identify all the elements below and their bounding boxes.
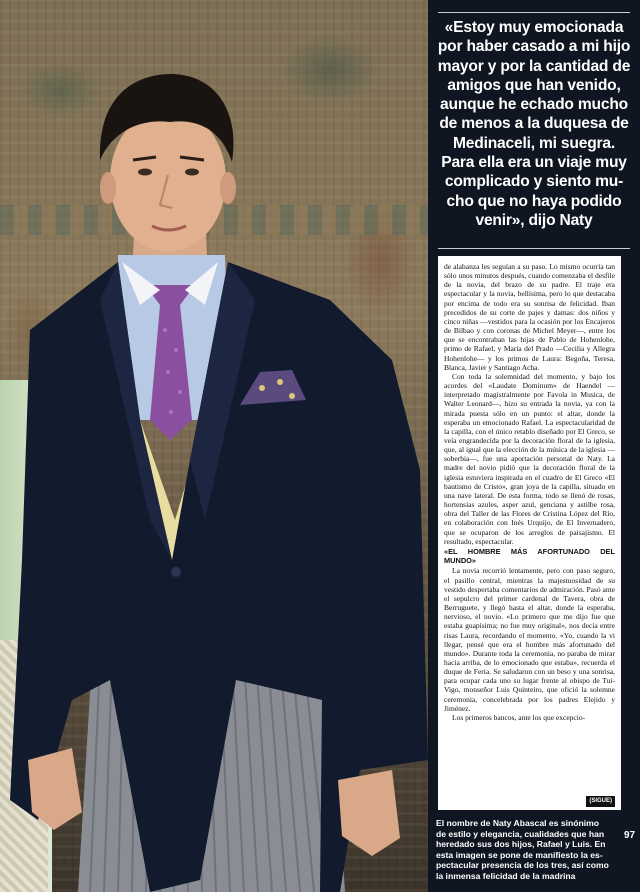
pull-quote: «Estoy muy emocionada por haber casado a mi hijo mayor y por la cantidad de amigos que han venido, aunque he echado mucho de menos a la duquesa de Medinaceli, mi suegra. Para ella era un viaje muy complicado y siento mu- cho que no haya podido venir», dijo Naty [437, 19, 631, 229]
quote-rule-top [438, 12, 630, 13]
page-number: 97 [624, 830, 636, 841]
article-paragraph: Los primeros bancos, ante los que excepcio- [452, 712, 586, 722]
continued-badge: (SIGUE) [586, 796, 615, 807]
article-paragraph: La novia recorrió lentamente, pero con paso seguro, el pasillo central, mientras la majestuosidad de su vestido despertaba comentarios de admiración. Pasó ante el sepulcro del primer cardenal de Tavera, obra de Berruguete, y llegó hasta el altar, donde la esperaba, nervioso, el novio. «Lo primero que me dijo fue que estaba guapísima; no fue muy original», nos decía entre risas Laura, recordando el momento. «Yo, cuando la vi llegar, pensé que era el hombre más afortunado del mundo». Durante toda la ceremonia, no paraba de mirar hacia arriba, de lo emocionado que estaba», recuerda el duque de Feria. Se saludaron con un beso y una sonrisa, para ocupar cada uno su lugar frente al obispo de Tui-Vigo, monseñor Luis Quinteiro, que ofició la solemne ceremonia, concelebrada por los padres Elejido y Jiménez. [444, 566, 615, 713]
article-subhead: «EL HOMBRE MÁS AFORTUNADO DEL MUNDO» [444, 546, 615, 565]
right-ear [220, 172, 236, 204]
left-ear [100, 172, 116, 204]
photo-caption: El nombre de Naty Abascal es sinónimo de estilo y elegancia, cualidades que han heredado sus dos hijos, Rafael y Luis. En esta imagen se pone de manifiesto la es- pectacular presencia de los tres, así como la inmensa felicidad de la madrina [436, 818, 609, 881]
article-paragraph: de alabanza les seguían a su paso. Lo mismo ocurría tan sólo unos minutos después, cuando comenzaba el desfile de la novia, del brazo de su padre. El traje era espectacular y la novia, bellísima, pero lo que destacaba por encima de todo era su sonrisa de felicidad. Iban precedidos de su corte de pajes y damas: dos niños y cinco niñas —vestidos para la ocasión por los Encajeros de Bilbao y con coronas de Michel Meyer—, entre los que se encontraban las hijas de Pablo de Hohenlohe, primo de Rafael, y María del Prado —Cecilia y Allegra Hohenlohe— y los primos de Laura: Begoña, Teresa, Blanca, Javier y Santiago Acha. [444, 262, 615, 372]
article-paragraph: Con toda la solemnidad del momento, y bajo los acordes del «Laudate Dominum» de Haendel —interpretado magistralmente por Favola in Musica, de Walter Leonard—, hizo su entrada la novia, ya con la mirada puesta sólo en un punto: el altar, donde la esperaba un emocionado Rafael. La espectacularidad de la capilla, con el único retablo diseñado por El Greco, se veía engrandecida por la decoración floral de la iglesia, que, al igual que la elección de la música de la iglesia —soberbia—, fue una aportación personal de Naty. La madre del novio pidió que la decoración floral de la iglesia estuviera inspirada en el cuadro de El Greco «El bautismo de Cristo», gran joya de la capilla, situado en una nave lateral. De esta forma, todo se llenó de rosas, hortensias azules, asper azul, genciana y astilbe rosa, obra del Taller de las Flores de Cristina López del Río, en colaboración con Inés Urquijo, de El Invernadero, que se ocuparon de los arreglos de paisajismo. El resultado, espectacular. [444, 371, 615, 546]
coat-button [171, 567, 181, 577]
quote-rule-bottom [438, 248, 630, 249]
article-body [438, 256, 621, 810]
text-column [428, 0, 640, 892]
